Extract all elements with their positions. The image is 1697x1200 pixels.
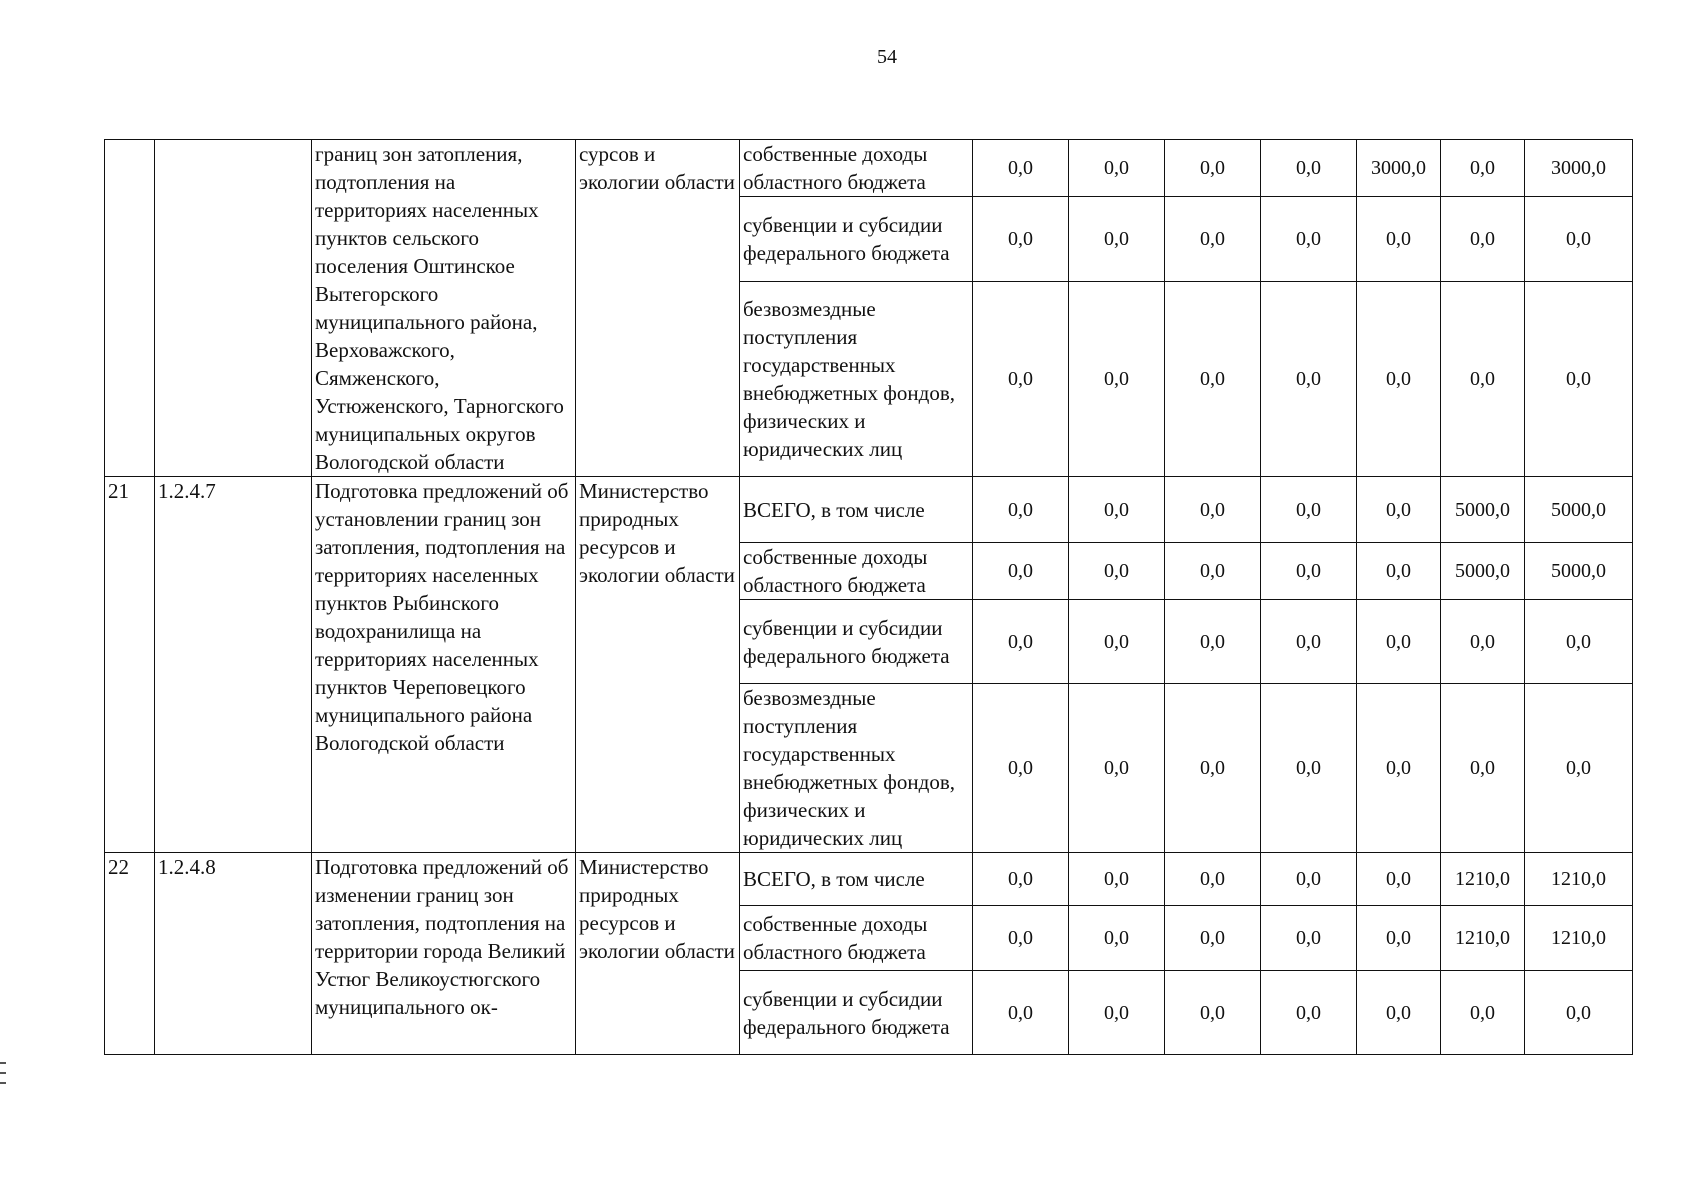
measure-name: границ зон затопления, подтопления на территориях населенных пунктов сельского поселения Оштинское Вытегорского муниципального района, Верховажского, Сямженского, Устюженского, Тарногского муниципальных округов Вологодской области — [312, 140, 576, 477]
value-cell: 0,0 — [1441, 600, 1525, 684]
value-cell: 0,0 — [1261, 281, 1357, 476]
row-code — [155, 140, 312, 477]
value-cell: 0,0 — [1357, 197, 1441, 282]
value-cell: 0,0 — [1165, 971, 1261, 1055]
value-cell: 5000,0 — [1441, 543, 1525, 600]
funding-source: субвенции и субсидии федерального бюджета — [740, 197, 973, 282]
value-cell: 0,0 — [1165, 600, 1261, 684]
value-cell: 0,0 — [973, 853, 1069, 906]
value-cell: 0,0 — [973, 197, 1069, 282]
row-number: 21 — [105, 477, 155, 853]
value-cell: 1210,0 — [1525, 906, 1633, 971]
row-number: 22 — [105, 853, 155, 1055]
funding-source: субвенции и субсидии федерального бюджета — [740, 600, 973, 684]
value-cell: 0,0 — [973, 684, 1069, 853]
edge-mark — [0, 1082, 6, 1084]
value-cell: 1210,0 — [1525, 853, 1633, 906]
page-number: 54 — [877, 46, 897, 68]
value-cell: 0,0 — [1165, 477, 1261, 543]
value-cell: 0,0 — [1357, 543, 1441, 600]
value-cell: 0,0 — [1069, 477, 1165, 543]
table-row — [105, 140, 1633, 197]
executor: Министерство природных ресурсов и экологии области — [576, 477, 740, 853]
value-cell: 0,0 — [1525, 600, 1633, 684]
value-cell: 0,0 — [1441, 684, 1525, 853]
funding-source: безвозмездные поступления государственных внебюджетных фондов, физических и юридических лиц — [740, 281, 973, 476]
value-cell: 0,0 — [1165, 684, 1261, 853]
value-cell: 0,0 — [1441, 140, 1525, 197]
value-cell: 0,0 — [1069, 543, 1165, 600]
measure-name: Подготовка предложений об изменении границ зон затопления, подтопления на территории города Великий Устюг Великоустюгского муниципального ок- — [312, 853, 576, 1055]
row-code: 1.2.4.7 — [155, 477, 312, 853]
value-cell: 0,0 — [1261, 140, 1357, 197]
value-cell: 0,0 — [1069, 140, 1165, 197]
value-cell: 0,0 — [973, 543, 1069, 600]
funding-source: ВСЕГО, в том числе — [740, 853, 973, 906]
executor: сурсов и экологии области — [576, 140, 740, 477]
value-cell: 1210,0 — [1441, 853, 1525, 906]
funding-source: ВСЕГО, в том числе — [740, 477, 973, 543]
value-cell: 0,0 — [1261, 906, 1357, 971]
value-cell: 0,0 — [1525, 281, 1633, 476]
funding-source: субвенции и субсидии федерального бюджета — [740, 971, 973, 1055]
value-cell: 0,0 — [1165, 853, 1261, 906]
funding-source: собственные доходы областного бюджета — [740, 906, 973, 971]
value-cell: 0,0 — [1261, 684, 1357, 853]
value-cell: 0,0 — [1165, 197, 1261, 282]
value-cell: 5000,0 — [1441, 477, 1525, 543]
value-cell: 5000,0 — [1525, 543, 1633, 600]
value-cell: 0,0 — [1165, 140, 1261, 197]
edge-mark — [0, 1062, 6, 1064]
value-cell: 0,0 — [1525, 197, 1633, 282]
value-cell: 0,0 — [973, 906, 1069, 971]
edge-mark — [0, 1072, 6, 1074]
value-cell: 0,0 — [1525, 971, 1633, 1055]
budget-table — [104, 139, 1633, 1055]
value-cell: 0,0 — [1261, 197, 1357, 282]
value-cell: 5000,0 — [1525, 477, 1633, 543]
value-cell: 0,0 — [1069, 684, 1165, 853]
executor: Министерство природных ресурсов и экологии области — [576, 853, 740, 1055]
value-cell: 0,0 — [1069, 281, 1165, 476]
value-cell: 0,0 — [1261, 477, 1357, 543]
value-cell: 1210,0 — [1441, 906, 1525, 971]
value-cell: 0,0 — [1261, 853, 1357, 906]
value-cell: 0,0 — [1261, 971, 1357, 1055]
value-cell: 0,0 — [1357, 477, 1441, 543]
row-code: 1.2.4.8 — [155, 853, 312, 1055]
funding-source: безвозмездные поступления государственных внебюджетных фондов, физических и юридических лиц — [740, 684, 973, 853]
value-cell: 0,0 — [1357, 281, 1441, 476]
value-cell: 0,0 — [1069, 971, 1165, 1055]
value-cell: 0,0 — [1357, 600, 1441, 684]
funding-source: собственные доходы областного бюджета — [740, 543, 973, 600]
value-cell: 0,0 — [1069, 906, 1165, 971]
value-cell: 0,0 — [973, 281, 1069, 476]
value-cell: 0,0 — [973, 477, 1069, 543]
value-cell: 0,0 — [973, 140, 1069, 197]
value-cell: 0,0 — [1165, 281, 1261, 476]
value-cell: 0,0 — [1165, 543, 1261, 600]
value-cell: 3000,0 — [1357, 140, 1441, 197]
value-cell: 0,0 — [1525, 684, 1633, 853]
value-cell: 0,0 — [1441, 197, 1525, 282]
value-cell: 0,0 — [1357, 853, 1441, 906]
value-cell: 0,0 — [1261, 600, 1357, 684]
measure-name: Подготовка предложений об установлении границ зон затопления, подтопления на территориях населенных пунктов Рыбинского водохранилища на территориях населенных пунктов Череповецкого муниципального района Вологодской области — [312, 477, 576, 853]
value-cell: 0,0 — [1357, 971, 1441, 1055]
value-cell: 0,0 — [1069, 197, 1165, 282]
value-cell: 0,0 — [1357, 684, 1441, 853]
value-cell: 0,0 — [973, 971, 1069, 1055]
table-row — [105, 853, 1633, 906]
value-cell: 0,0 — [1069, 600, 1165, 684]
value-cell: 0,0 — [1441, 281, 1525, 476]
value-cell: 0,0 — [1069, 853, 1165, 906]
value-cell: 3000,0 — [1525, 140, 1633, 197]
funding-source: собственные доходы областного бюджета — [740, 140, 973, 197]
table-row — [105, 477, 1633, 543]
value-cell: 0,0 — [1441, 971, 1525, 1055]
value-cell: 0,0 — [973, 600, 1069, 684]
value-cell: 0,0 — [1165, 906, 1261, 971]
row-number — [105, 140, 155, 477]
value-cell: 0,0 — [1261, 543, 1357, 600]
value-cell: 0,0 — [1357, 906, 1441, 971]
